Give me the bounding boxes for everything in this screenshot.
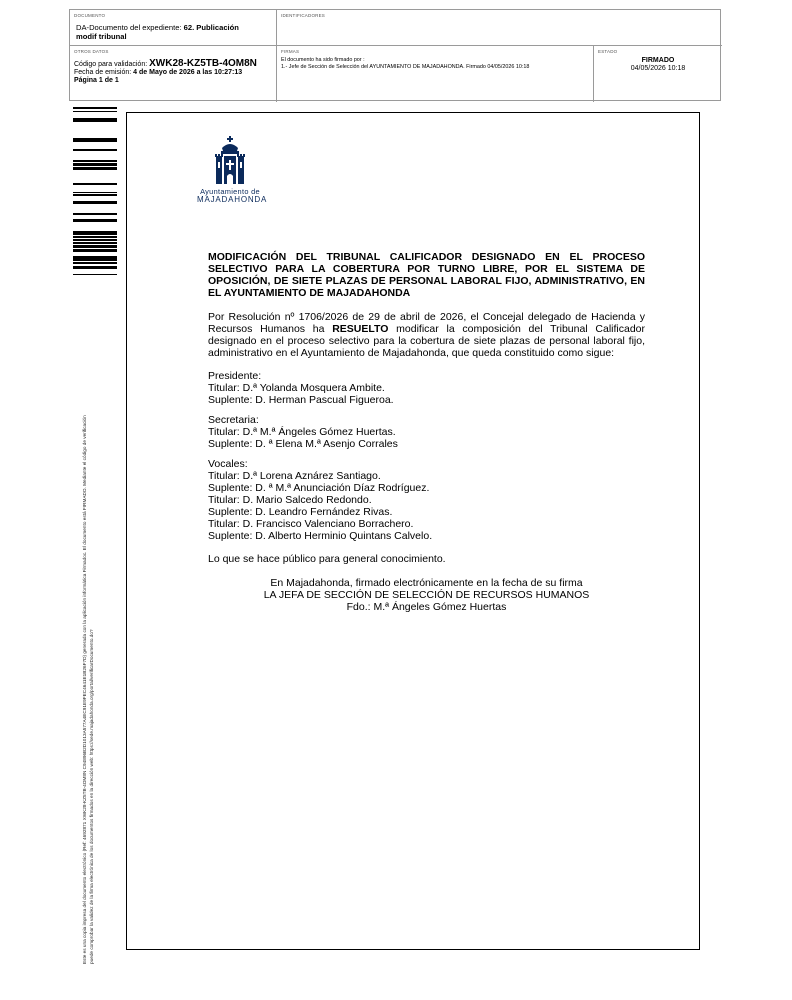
presidente-suplente: Suplente: D. Herman Pascual Figueroa. <box>208 394 394 406</box>
intro-after: modificar la composición del Tribunal Calificador designado en el proceso selectivo para la cobertura de siete plazas de personal laboral fijo, administrativo en el Ayuntamiento de Majadahonda, que queda constituido como sigue: <box>208 323 646 359</box>
documento-line: DA-Documento del expediente: <box>76 23 184 32</box>
logo-line-2: MAJADAHONDA <box>197 195 268 204</box>
sidebar-line-2: puede comprobar la validez de la firma electrónica de los documentos firmados en la dirección web: https://sede.majadahonda.org/portal/verificarDocumento.do? <box>88 629 94 964</box>
signature-block <box>208 577 645 613</box>
logo-line-1: Ayuntamiento de <box>200 187 260 196</box>
otros-label: OTROS DATOS <box>74 49 109 54</box>
document-body <box>208 251 645 613</box>
documento-cell <box>70 10 277 46</box>
firmas-line-1: El documento ha sido firmado por : <box>281 57 365 63</box>
firmas-label: FIRMAS <box>281 49 300 54</box>
emission-date: 4 de Mayo de 2026 a las 10:27:13 <box>133 69 243 77</box>
signature-line-2: LA JEFA DE SECCIÓN DE SELECCIÓN DE RECURSOS HUMANOS <box>263 589 590 601</box>
secretaria-suplente: Suplente: D. ª Elena M.ª Asenjo Corrales <box>208 438 398 450</box>
barcode <box>73 107 117 275</box>
validation-prefix: Código para validación: <box>74 61 150 68</box>
vocal-1-suplente: Suplente: D. ª M.ª Anunciación Díaz Rodríguez. <box>208 482 430 494</box>
vocales-heading: Vocales: <box>208 458 248 470</box>
document-title: MODIFICACIÓN DEL TRIBUNAL CALIFICADOR DESIGNADO EN EL PROCESO SELECTIVO PARA LA COBERTURA POR TURNO LIBRE, POR EL SISTEMA DE OPOSICIÓN, DE SIETE PLAZAS DE PERSONAL LABORAL FIJO, ADMINISTRATIVO, EN EL AYUNTAMIENTO DE MAJADAHONDA <box>208 251 645 299</box>
presidente-group <box>208 370 645 406</box>
otros-text <box>74 60 274 86</box>
vocal-3-titular: Titular: D. Francisco Valenciano Borrachero. <box>208 518 414 530</box>
identificadores-label: IDENTIFICADORES <box>281 13 326 18</box>
estado-text <box>594 57 722 73</box>
validation-code[interactable]: XWK28-KZ5TB-4OM8N <box>149 58 257 69</box>
coat-of-arms-icon <box>213 136 247 186</box>
intro-bold: RESUELTO <box>332 323 389 335</box>
document-header <box>69 9 721 101</box>
sidebar-line-1: Este es una copia impresa del documento electrónico (Ref: 4692871 XWK28-KZ5TB-4OM8N C94896B2D1013A577A4EC91E9FEC4641E1B26F7D) generada con la aplicación informática Firmadoc. El documento está FIRMADO. Mediante el código de verificación <box>82 415 87 964</box>
documento-bold-2: modif tribunal <box>76 32 127 41</box>
page-info: Página 1 de 1 <box>74 77 119 85</box>
intro-paragraph <box>208 311 645 359</box>
presidente-heading: Presidente: <box>208 370 262 382</box>
estado-value: FIRMADO <box>641 57 675 64</box>
identificadores-cell <box>277 10 722 46</box>
firmas-text <box>281 57 591 71</box>
vocal-2-titular: Titular: D. Mario Salcedo Redondo. <box>208 494 372 506</box>
secretaria-heading: Secretaria: <box>208 414 259 426</box>
estado-date: 04/05/2026 10:18 <box>630 65 686 72</box>
presidente-titular: Titular: D.ª Yolanda Mosquera Ambite. <box>208 382 385 394</box>
municipal-logo <box>197 136 268 208</box>
estado-label: ESTADO <box>598 49 618 54</box>
vocales-group <box>208 458 645 542</box>
firmas-cell <box>277 46 594 102</box>
signature-line-3: Fdo.: M.ª Ángeles Gómez Huertas <box>346 601 507 613</box>
estado-cell <box>594 46 722 102</box>
emission-prefix: Fecha de emisión: <box>74 69 134 77</box>
documento-label: DOCUMENTO <box>74 13 106 18</box>
intro-before: Por Resolución nº 1706/2026 de 29 de abril de 2026, el Concejal delegado de Hacienda y Recursos Humanos ha <box>208 311 645 335</box>
firmas-line-2: 1.- Jefe de Sección de Selección del AYUNTAMIENTO DE MAJADAHONDA. Firmado 04/05/2026 10:18 <box>281 64 530 70</box>
documento-text <box>76 23 272 41</box>
secretaria-group <box>208 414 645 450</box>
closing-text: Lo que se hace público para general conocimiento. <box>208 553 446 565</box>
vocal-3-suplente: Suplente: D. Alberto Herminio Quintans Calvelo. <box>208 530 433 542</box>
signature-line-1: En Majadahonda, firmado electrónicamente en la fecha de su firma <box>270 577 583 589</box>
vocal-2-suplente: Suplente: D. Leandro Fernández Rivas. <box>208 506 393 518</box>
verification-sidebar-text <box>82 274 95 964</box>
secretaria-titular: Titular: D.ª M.ª Ángeles Gómez Huertas. <box>208 426 396 438</box>
documento-bold-1: 62. Publicación <box>183 23 239 32</box>
vocal-1-titular: Titular: D.ª Lorena Aznárez Santiago. <box>208 470 381 482</box>
otros-datos-cell <box>70 46 277 102</box>
